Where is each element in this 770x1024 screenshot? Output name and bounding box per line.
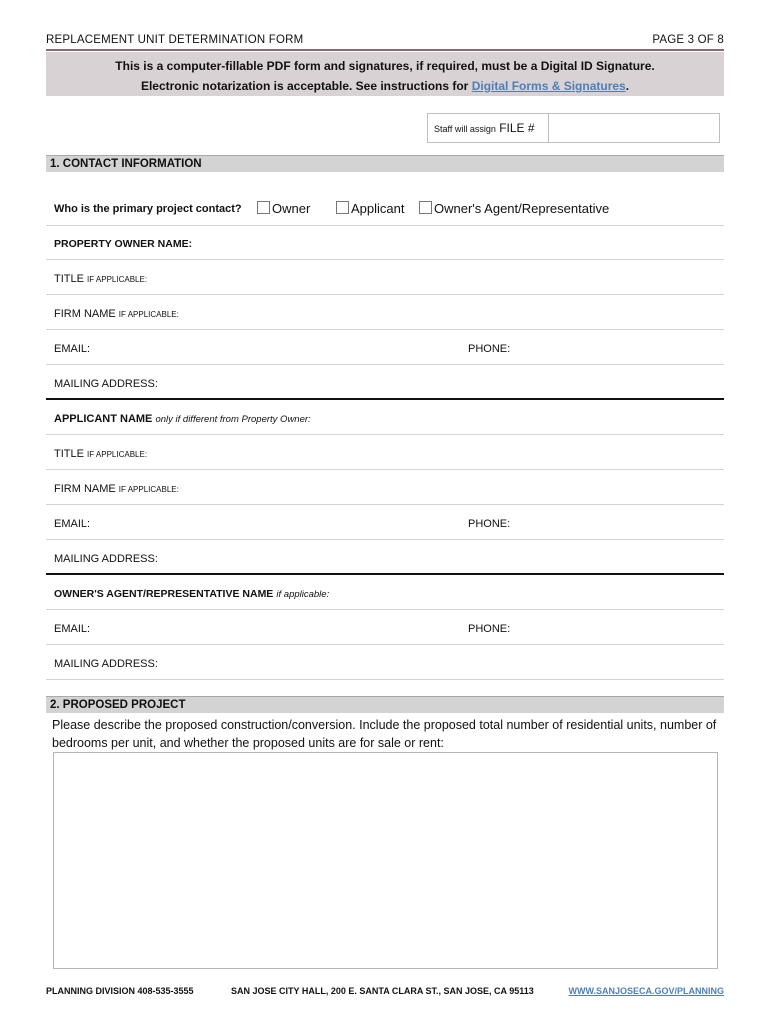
applicant-email-phone-row[interactable] (46, 505, 724, 540)
project-description-textarea[interactable] (53, 752, 718, 969)
applicant-name-field[interactable]: APPLICANT NAME only if different from Property Owner: (46, 400, 724, 435)
footer-website-link[interactable]: WWW.SANJOSECA.GOV/PLANNING (568, 986, 724, 996)
digital-forms-link[interactable]: Digital Forms & Signatures (471, 79, 626, 93)
primary-contact-question: Who is the primary project contact? (54, 203, 242, 215)
owner-firm-field[interactable]: FIRM NAME IF APPLICABLE: (46, 295, 724, 330)
form-title: REPLACEMENT UNIT DETERMINATION FORM (46, 34, 304, 46)
notice-line-1: This is a computer-fillable PDF form and signatures, if required, must be a Digital ID Signature. (115, 59, 655, 73)
applicant-phone-label: PHONE: (468, 518, 511, 530)
page-number: PAGE 3 OF 8 (652, 34, 724, 46)
file-number-box (427, 113, 720, 143)
file-number-label: Staff will assign FILE # (434, 121, 535, 135)
agent-email-phone-row[interactable] (46, 610, 724, 645)
agent-phone-label: PHONE: (468, 623, 511, 635)
applicant-mailing-address-field[interactable]: MAILING ADDRESS: (46, 540, 724, 575)
digital-signature-notice (46, 52, 724, 96)
owner-mailing-address-field[interactable]: MAILING ADDRESS: (46, 365, 724, 400)
owner-email-label: EMAIL: (54, 343, 91, 355)
owner-checkbox[interactable]: Owner (257, 201, 310, 216)
primary-contact-row (46, 193, 724, 226)
owner-title-field[interactable]: TITLE IF APPLICABLE: (46, 260, 724, 295)
file-number-input[interactable] (548, 114, 720, 142)
agent-name-field[interactable]: OWNER'S AGENT/REPRESENTATIVE NAME if applicable: (46, 575, 724, 610)
owner-phone-label: PHONE: (468, 343, 511, 355)
applicant-firm-field[interactable]: FIRM NAME IF APPLICABLE: (46, 470, 724, 505)
agent-checkbox[interactable]: Owner's Agent/Representative (419, 201, 609, 216)
section-proposed-project: 2. PROPOSED PROJECT (46, 696, 724, 713)
owner-email-phone-row[interactable] (46, 330, 724, 365)
applicant-email-label: EMAIL: (54, 518, 91, 530)
applicant-title-field[interactable]: TITLE IF APPLICABLE: (46, 435, 724, 470)
footer-division: PLANNING DIVISION 408-535-3555 (46, 986, 194, 996)
header-divider (46, 49, 724, 51)
section-contact-information: 1. CONTACT INFORMATION (46, 155, 724, 172)
property-owner-name-field[interactable]: PROPERTY OWNER NAME: (46, 225, 724, 260)
notice-line-2: Electronic notarization is acceptable. See instructions for Digital Forms & Signatures. (140, 79, 630, 93)
agent-email-label: EMAIL: (54, 623, 91, 635)
project-description-instructions: Please describe the proposed construction/conversion. Include the proposed total number of residential units, number of bedrooms per unit, and whether the proposed units are for sale or rent: (52, 718, 717, 750)
applicant-checkbox[interactable]: Applicant (336, 201, 404, 216)
agent-mailing-address-field[interactable]: MAILING ADDRESS: (46, 645, 724, 680)
footer-address: SAN JOSE CITY HALL, 200 E. SANTA CLARA ST., SAN JOSE, CA 95113 (231, 986, 534, 996)
